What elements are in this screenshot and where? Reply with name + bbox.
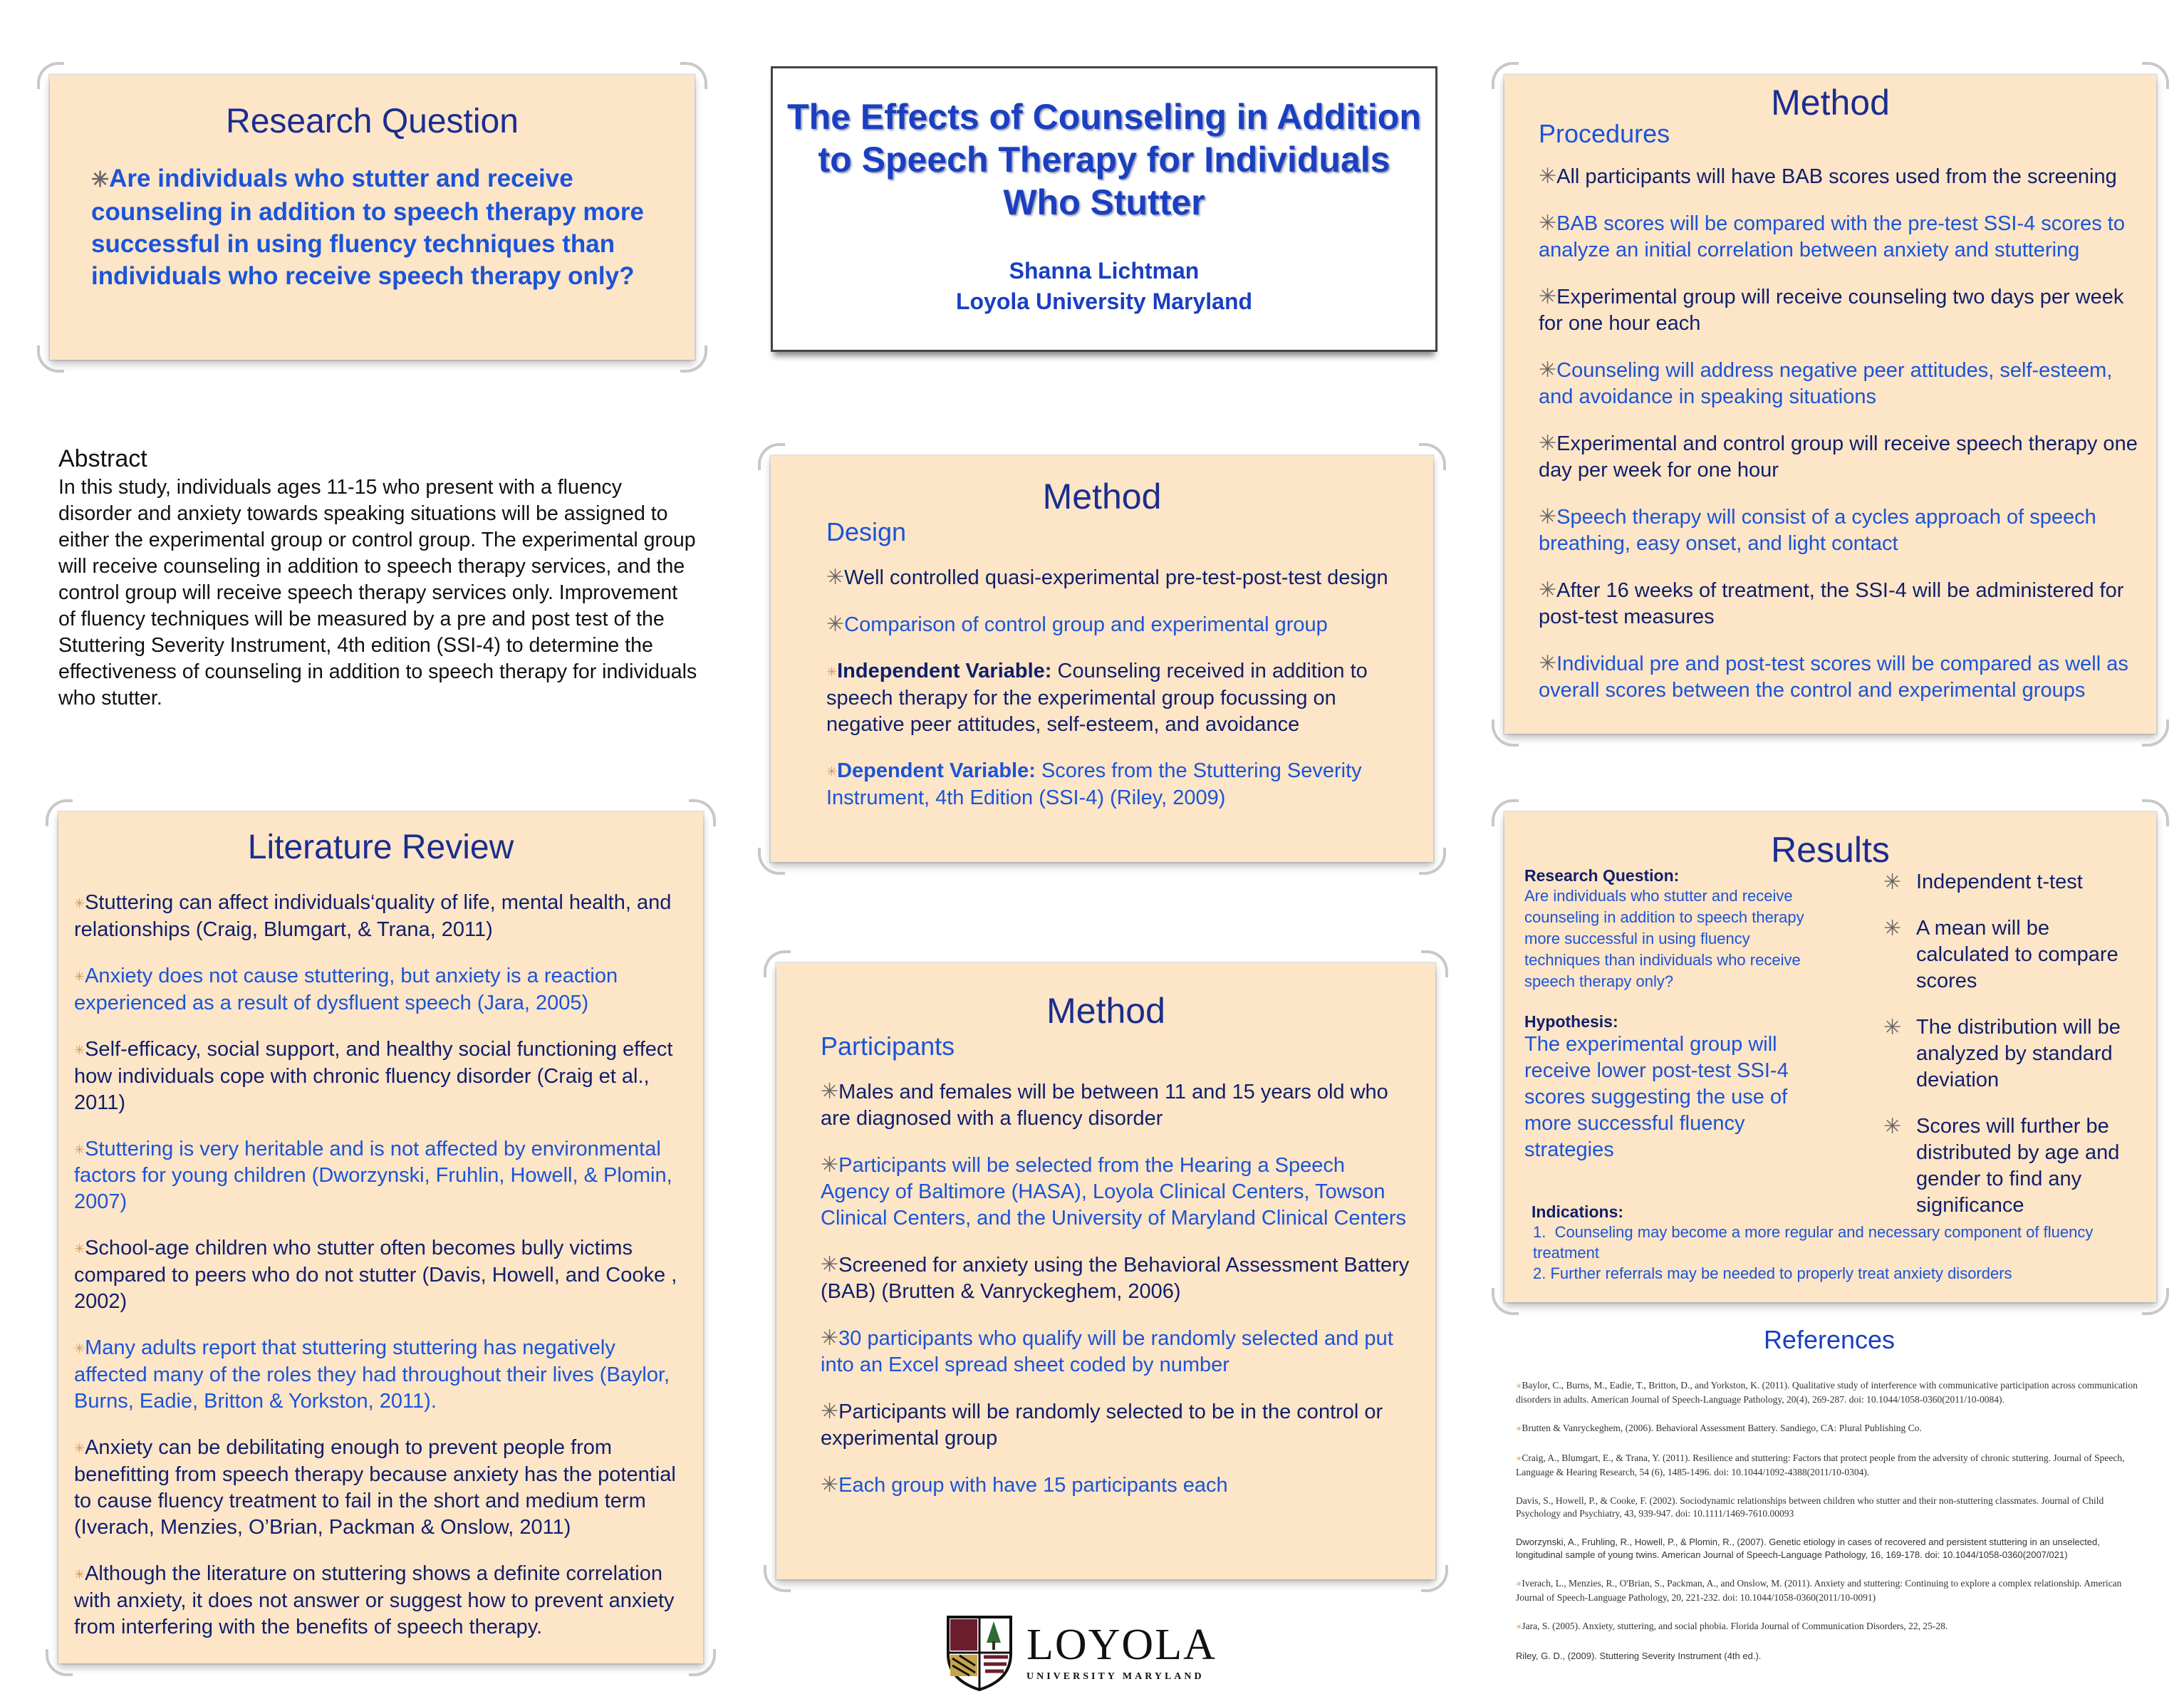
list-item: ✳Stuttering is very heritable and is not affected by environmental factors for young children (Dworzynski, Fruhlin, Howell, & Plomin, 2007) [74,1137,672,1214]
results-left [1524,866,1816,1163]
indication-2: 2. Further referrals may be needed to properly treat anxiety disorders [1533,1264,2012,1282]
list-item: ✳ A mean will be calculated to compare scores [1883,917,2118,992]
list-item: ✳Screened for anxiety using the Behavioral Assessment Battery (BAB) (Brutten & Vanryckeghem, 2006) [821,1253,1410,1303]
list-item: ✳Experimental group will receive counseling two days per week for one hour each [1539,285,2124,335]
list-item: ✳30 participants who qualify will be randomly selected and put into an Excel spread sheet coded by number [821,1326,1393,1376]
indication-1: 1. Counseling may become a more regular and necessary component of fluency treatment [1533,1223,2163,1262]
list-item: ✳Well controlled quasi-experimental pre-test-post-test design [826,566,1388,589]
reference-item: Dworzynski, A., Fruhling, R., Howell, P., & Plomin, R., (2007). Genetic etiology in cases of recovered and persistent stuttering in an unselected, longitudinal sample of young twins. American Journal of Speech-Language Pathology, 16, 169-178. doi: 10.1044/1058-0360(2007/021) [1516,1537,2100,1560]
list-item: ✳Stuttering can affect individuals‘quality of life, mental health, and relationships (Craig, Blumgart, & Trana, 2011) [74,891,672,941]
results-right [1883,869,2140,1219]
title-box [771,66,1437,352]
list-item: ✳ Independent t-test [1883,871,2083,894]
list-item: ✳Comparison of control group and experimental group [826,613,1328,636]
reference-item: ✳Craig, A., Blumgart, E., & Trana, Y. (2011). Resilience and stuttering: Factors that protect people from the adversity of chronic stuttering. Journal of Speech, Language & Hearing Research, 54 (6), 1485-1496. doi: 10.1044/1092-4388(2011/10-0304). [1516,1453,2125,1477]
list-item: ✳Dependent Variable: Scores from the Stuttering Severity Instrument, 4th Edition (SSI-4) (Riley, 2009) [826,759,1362,809]
method-participants-heading: Method [1046,991,1165,1031]
list-item: ✳Although the literature on stuttering shows a definite correlation with anxiety, it does not answer or suggest how to prevent anxiety from interfering with the benefits of speech therapy. [74,1562,675,1638]
research-question-text: ✳Are individuals who stutter and receive counseling in addition to speech therapy more successful in using fluency techniques than individuals who receive speech therapy only? [91,165,644,290]
results-rq-text: Are individuals who stutter and receive counseling in addition to speech therapy more successful in using fluency techniques than individuals who receive speech therapy only? [1524,887,1804,990]
method-participants-panel [776,963,1435,1579]
list-item: ✳Speech therapy will consist of a cycles approach of speech breathing, easy onset, and light contact [1539,505,2096,555]
institution-name: Loyola University Maryland [955,289,1253,314]
list-item: ✳Self-efficacy, social support, and healthy social functioning effect how individuals cope with chronic fluency disorder (Craig et al., 2011) [74,1037,673,1114]
design-subheading: Design [826,517,907,546]
literature-review-panel [58,812,703,1663]
list-item: ✳Males and females will be between 11 and 15 years old who are diagnosed with a fluency disorder [821,1080,1388,1130]
procedures-subheading: Procedures [1539,119,1670,148]
abstract-heading: Abstract [58,445,147,472]
list-item: ✳Counseling will address negative peer attitudes, self-esteem, and avoidance in speaking situations [1539,358,2113,408]
reference-item: ✳Jara, S. (2005). Anxiety, stuttering, and social phobia. Florida Journal of Communication Disorders, 22, 25-28. [1516,1621,1948,1631]
reference-item: Davis, S., Howell, P., & Cooke, F. (2002). Sociodynamic relationships between children who stutter and their non-stuttering classmates. Journal of Child Psychology and Psychiatry, 43, 939-947. doi: 10.1111/1469-7610.00093 [1516,1495,2104,1519]
list-item: ✳Independent Variable: Counseling received in addition to speech therapy for the experimental group focussing on negative peer attitudes, self-esteem, and avoidance [826,660,1368,736]
research-question-panel [50,75,695,360]
method-design-panel [771,456,1433,862]
university-logo [944,1611,1257,1694]
references-heading: References [1763,1325,1896,1354]
results-rq-label: Research Question: [1524,866,1680,885]
list-item: ✳After 16 weeks of treatment, the SSI-4 will be administered for post-test measures [1539,578,2124,628]
reference-item: ✳Brutten & Vanryckeghem, (2006). Behavioral Assessment Battery. Sandiego, CA: Plural Publishing Co. [1516,1423,1922,1433]
results-panel [1504,812,2163,1302]
poster-title: The Effects of Counseling in Addition to Speech Therapy for Individuals Who Stutter [787,97,1421,222]
reference-item: Riley, G. D., (2009). Stuttering Severity Instrument (4th ed.). [1516,1651,1762,1661]
list-item: ✳Anxiety can be debilitating enough to prevent people from benefitting from speech therapy because anxiety has the potential to cause fluency treatment to fail in the short and medium term (Iverach, Menzies, O’Brian, Packman & Onslow, 2011) [74,1436,676,1539]
list-item: ✳ The distribution will be analyzed by standard deviation [1883,1016,2121,1091]
logo-name: LOYOLA [1026,1621,1217,1669]
abstract-text: In this study, individuals ages 11-15 who present with a fluency disorder and anxiety towards speaking situations will be assigned to either the experimental group or control group. The experimental group will receive counseling in addition to speech therapy services, and the control group will receive speech therapy services only. Improvement of fluency techniques will be measured by a pre and post test of the Stuttering Severity Instrument, 4th edition (SSI-4) to determine the effectiveness of counseling in addition to speech therapy for individuals who stutter. [58,476,697,710]
results-heading: Results [1771,830,1890,870]
list-item: ✳Participants will be randomly selected to be in the control or experimental group [821,1400,1383,1450]
list-item: ✳BAB scores will be compared with the pre-test SSI-4 scores to analyze an initial correlation between anxiety and stuttering [1539,212,2125,261]
references [1516,1325,2143,1678]
results-indications [1532,1202,2163,1284]
logo-sub: UNIVERSITY MARYLAND [1026,1671,1205,1682]
star-icon: ✳ [91,168,110,192]
list-item: ✳Individual pre and post-test scores will be compared as well as overall scores between the control and experimental groups [1539,652,2128,702]
list-item: ✳School-age children who stutter often becomes bully victims compared to peers who do not stutter (Davis, Howell, and Cooke , 2002) [74,1237,677,1314]
list-item: ✳Many adults report that stuttering stuttering has negatively affected many of the roles they had throughout their lives (Baylor, Burns, Eadie, Britton & Yorkston, 2011). [74,1336,670,1413]
results-hyp-text: The experimental group will receive lower post-test SSI-4 scores suggesting the use of more successful fluency strategies [1524,1033,1789,1161]
participants-subheading: Participants [821,1032,955,1061]
results-hyp-label: Hypothesis: [1524,1012,1618,1031]
method-design-heading: Method [1042,477,1162,516]
shield-icon [944,1614,1015,1691]
list-item: ✳Experimental and control group will receive speech therapy one day per week for one hour [1539,432,2138,482]
list-item: ✳ Scores will further be distributed by age and gender to find any significance [1883,1115,2120,1217]
method-procedures-panel [1504,75,2156,734]
research-question-heading: Research Question [226,103,519,140]
list-item: ✳Anxiety does not cause stuttering, but anxiety is a reaction experienced as a result of dysfluent speech (Jara, 2005) [74,964,618,1014]
reference-item: ✳Iverach, L., Menzies, R., O'Brian, S., Packman, A., and Onslow, M. (2011). Anxiety and stuttering: Continuing to explore a complex relationship. American Journal of Speech-Language Pathology, 20, 221-232. doi: 10.1044/1058-0360(2011/10-0091) [1516,1578,2122,1603]
literature-list [74,890,689,1641]
list-item: ✳Each group with have 15 participants each [821,1473,1228,1497]
list-item: ✳Participants will be selected from the Hearing a Speech Agency of Baltimore (HASA), Loyola Clinical Centers, Towson Clinical Centers, and the University of Maryland Clinical Centers [821,1153,1406,1230]
abstract [58,445,700,712]
reference-item: ✳Baylor, C., Burns, M., Eadie, T., Britton, D., and Yorkston, K. (2011). Qualitative study of interference with communicative participation across communication disorders in adults. American Journal of Speech-Language Pathology, 20(4), 269-287. doi: 10.1044/1058-0360(2011/10-0084). [1516,1380,2138,1405]
literature-review-heading: Literature Review [247,828,514,866]
indications-label: Indications: [1532,1202,1624,1221]
method-procedures-heading: Method [1771,83,1890,123]
list-item: ✳All participants will have BAB scores used from the screening [1539,165,2117,188]
author-name: Shanna Lichtman [1009,258,1200,284]
